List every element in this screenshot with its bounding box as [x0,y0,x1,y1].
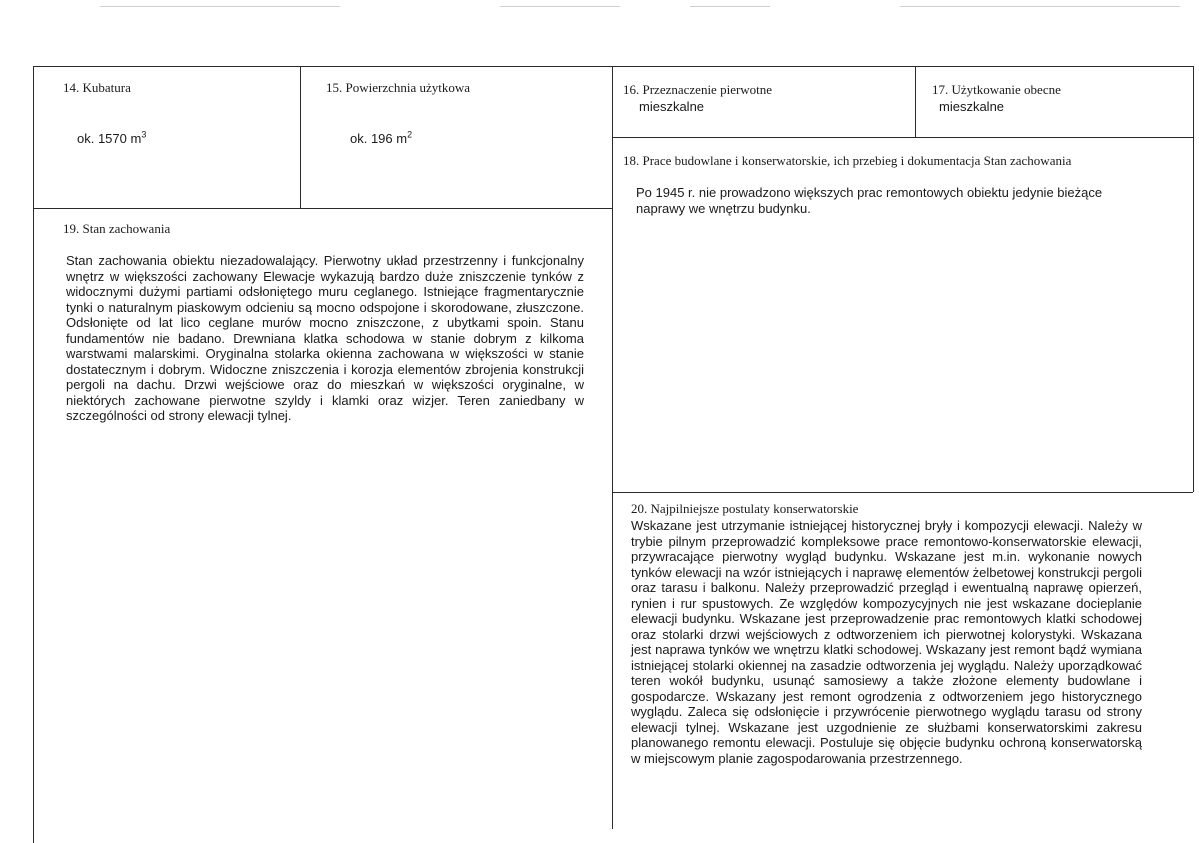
kubatura-value: ok. 1570 $m^3$ [77,129,147,146]
table-border-left [33,66,34,843]
postulaty-text: Wskazane jest utrzymanie istniejącej historycznej bryły i kompozycji elewacji. Należy w trybie pilnym przeprowadzić kompleksowe prace remontowo-konserwatorskie elewacji, przywracające pierwotny wygląd budynku. Wskazane jest m.in. wykonanie nowych tynków elewacji na wzór istniejących i naprawę elementów żelbetowej konstrukcji pergoli oraz tarasu i balkonu. Należy przeprowadzić przegląd i ewentualną naprawę opierzeń, rynien i rur spustowych. Ze względów kompozycyjnych nie jest wskazane docieplanie elewacji budynku. Wskazane jest przeprowadzenie prac remontowych klatki schodowej oraz stolarki drzwi wejściowych z odtworzeniem ich pierwotnej kolorystyki. Wskazana jest naprawa tynków we wnętrzu klatki schodowej. Wskazany jest remont bądź wymiana istniejącej stolarki okiennej na zasadzie odtworzenia jej wyglądu. Należy uporządkować teren wokół budynku, usunąć samosiewy a także złożone elementy budowlane i gospodarcze. Wskazany jest remont ogrodzenia z odtworzeniem jego historycznego wyglądu. Zaleca się odsłonięcie i przywrócenie pierwotnego wyglądu tarasu od strony elewacji tylnej. Wskazane jest uzgodnienie ze służbami konserwatorskimi zakresu planowanego remontu elewacji. Postuluje się objęcie budynku ochroną konserwatorską w miejscowym planie zagospodarowania przestrzennego. [631,518,1142,766]
row-divider-right [612,137,1193,138]
cell-divider-14-15 [300,66,301,208]
powierzchnia-unit-exponent: 2 [407,129,413,140]
stan-label: 19. Stan zachowania [63,221,171,236]
kubatura-label: 14. Kubatura [63,80,131,95]
uzytkowanie-value: mieszkalne [939,99,1005,114]
uzytkowanie-label: 17. Użytkowanie obecne [932,82,1061,97]
kubatura-unit-exponent: 3 [141,129,147,140]
stan-text: Stan zachowania obiektu niezadowalający. Pierwotny układ przestrzenny i funkcjonalny wnętrz w większości zachowany Elewacje wykazują bardzo duże zniszczenie tynków z widocznymi dużymi partiami odsłoniętego muru ceglanego. Istniejące fragmentarycznie tynki o naturalnym piaskowym odcieniu są mocno odspojone i skorodowane, złuszczone. Odsłonięte od lat lico ceglane murów mocno zniszczone, z ubytkami spoin. Stanu fundamentów nie badano. Drewniana klatka schodowa w stanie dobrym z kilkoma warstwami malarskimi. Oryginalna stolarka okienna zachowana w większości w stanie dostatecznym i dobrym. Widoczne zniszczenia i korozja elementów zbrojenia konstrukcji pergoli na dachu. Drzwi wejściowe oraz do mieszkań w większości oryginalne, w niektórych zachowane pierwotne szyldy i klamki oraz wizjer. Teren zaniedbany w szczególności od strony elewacji tylnej. [66,253,584,423]
scan-mark [100,6,340,7]
cell-divider-16-17 [915,66,916,137]
scan-mark [900,6,1180,7]
row-divider-left [33,208,612,209]
przeznaczenie-label: 16. Przeznaczenie pierwotne [623,82,773,97]
powierzchnia-value: ok. 196 $m^2$ [350,129,413,146]
prace-label: 18. Prace budowlane i konserwatorskie, ich przebieg i dokumentacja Stan zachowania [623,153,1072,168]
table-border-right [1193,66,1194,492]
column-divider-center [612,66,613,829]
powierzchnia-label: 15. Powierzchnia użytkowa [326,80,471,95]
prace-text: Po 1945 r. nie prowadzono większych prac remontowych obiektu jedynie bieżące naprawy we wnętrzu budynku. [636,185,1103,216]
przeznaczenie-value: mieszkalne [639,99,705,114]
scan-mark [690,6,770,7]
postulaty-label: 20. Najpilniejsze postulaty konserwatorskie [631,501,859,516]
table-border-top [33,66,1193,67]
row-divider-postulaty [612,492,1193,493]
scan-mark [500,6,620,7]
